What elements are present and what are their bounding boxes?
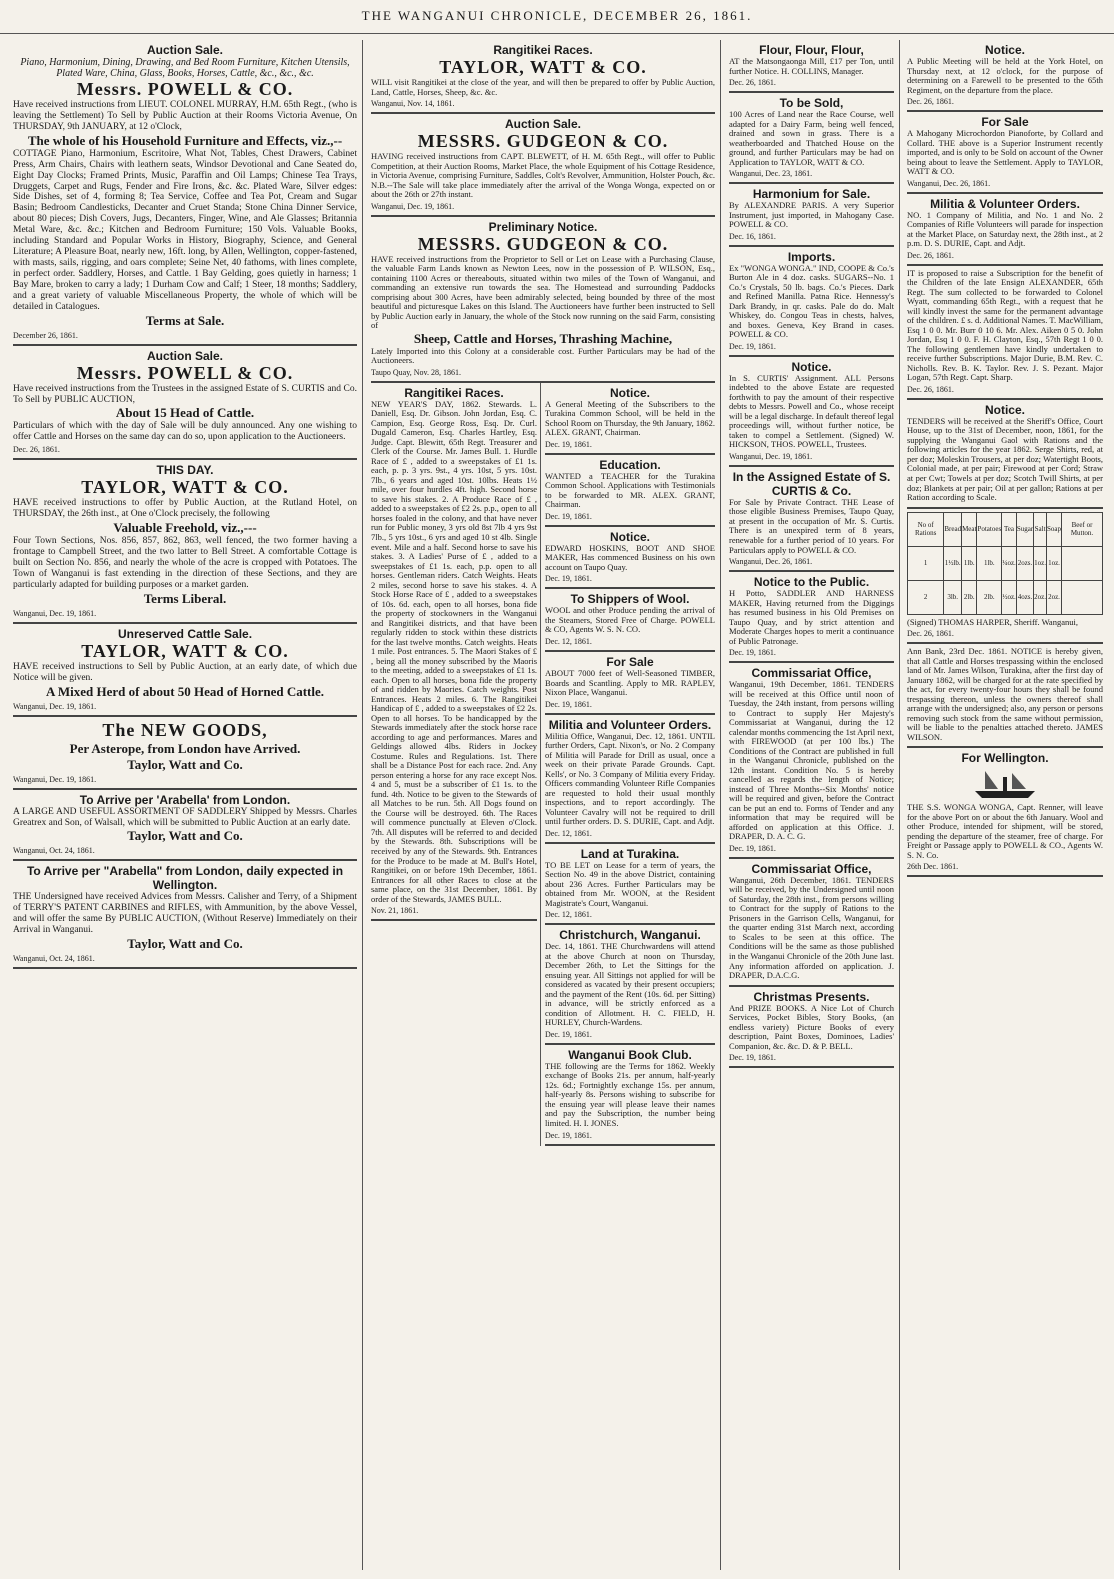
ad-body: NO. 1 Company of Militia, and No. 1 and No. 2 Companies of Rifle Volunteers will parade for inspection at the Market Place, on Saturday next, the 28th inst., at 2 p.m. D. S. DURIE, Capt. and Adjt. (907, 209, 1103, 249)
advertisement (729, 467, 894, 572)
advertisement (13, 460, 357, 623)
table-cell: ½oz. (1002, 580, 1017, 614)
table-cell: 2oz. (1047, 580, 1062, 614)
ad-date: Dec. 12, 1861. (545, 910, 592, 920)
table-cell: Bread (944, 512, 962, 546)
advertisement (729, 663, 894, 859)
ad-heading: Land at Turakina. (580, 846, 680, 861)
table-cell: No of Rations (908, 512, 944, 546)
advertisement (371, 40, 715, 114)
advertisement (729, 40, 894, 93)
masthead: THE WANGANUI CHRONICLE, DECEMBER 26, 1861. (0, 0, 1114, 34)
ad-heading: Notice to the Public. (753, 575, 870, 590)
ad-date: Dec. 26, 1861. (907, 629, 954, 639)
ad-lot-title: Per Asterope, from London have Arrived. (69, 740, 301, 756)
column-2 (366, 40, 721, 1570)
ad-body: THE Undersigned have received Advices from Messrs. Calisher and Terry, of a Shipment of TERRY'S PATENT CARBINES and RIFLES, with Ammunition, by the above Vessel, and will offer the same By PUBLIC AUCTION, (Without Reserve) Immediately on their Arrival in Wanganui. (13, 892, 357, 936)
ad-heading: For Wellington. (961, 751, 1049, 766)
ad-date: Wanganui, Oct. 24, 1861. (13, 846, 95, 856)
ad-body: EDWARD HOSKINS, BOOT AND SHOE MAKER, Has commenced Business on his own account on Taupo Quay. (545, 542, 715, 572)
ad-date: Dec. 19, 1861. (545, 1029, 592, 1039)
ad-signature: Taylor, Watt and Co. (127, 756, 243, 772)
ad-date: Nov. 21, 1861. (371, 906, 419, 916)
ad-body: By ALEXANDRE PARIS. A very Superior Instrument, just imported, in Mahogany Case. POWELL & CO. (729, 200, 894, 230)
advertisement (907, 40, 1103, 112)
ad-heading: Notice. (610, 529, 651, 544)
advertisement (545, 652, 715, 715)
ad-body: THE S.S. WONGA WONGA, Capt. Renner, will leave for the above Port on or about the 6th January. Wool and other Produce, intended for shipment, will be stored, pending the departure of the steamer, free of charge. For Freight or Passage apply to POWELL & CO., Agents W. S. N. Co. (907, 802, 1103, 860)
ad-body: ABOUT 7000 feet of Well-Seasoned TIMBER, Boards and Scantling. Apply to MR. RAPLEY, Nixon Place, Wanganui. (545, 667, 715, 698)
table-cell (1062, 546, 1103, 580)
column-3 (724, 40, 900, 1570)
ad-body: HAVING received instructions from CAPT. BLEWETT, of H. M. 65th Regt., will offer to Public Competition, at their Auction Rooms, Market Place, the whole Equipment of his Cottage Residence, in Victoria Avenue, comprising Furniture, Saddles, Colt's Revolver, Ammunition, Holster Pouch, &c. N.B.--The Sale will take place immediately after the arrival of the Wonga Wonga, expected on or about the 26th or 27th instant. (371, 151, 715, 200)
advertisement (545, 527, 715, 590)
advertisement (545, 844, 715, 926)
ad-heading: Imports. (787, 249, 836, 264)
ad-heading: Rangitikei Races. (493, 43, 593, 57)
table-row (908, 512, 1103, 546)
ad-date: Dec. 26, 1861. (907, 97, 954, 107)
ad-body: HAVE received instructions to Sell by Public Auction, at an early date, of which due Notice will be given. (13, 661, 357, 683)
ad-details: COTTAGE Piano, Harmonium, Escritoire, What Not, Tables, Chest Drawers, Cabinet Press, Arm Chairs, Chairs with leathern seats, Windsor Devotional and Cane Seated do, Eight Day Clocks; Framed Prints, Music, Paraffin and Oil Lamps; Chinese Tea Trays, Druggets, Carpet and Rugs, Fender and Fire Irons, &c. &c. Plated Ware, Silver edges: Side Dishes, set of 4, forming 8; Tea Service, Coffee and Tea Pot, Cream and Sugar Basin; Bedroom Candlesticks, Decanter and Cruet Standa; Stone China Dinner Service, about 80 pieces; Dish Covers, Jugs, Decanters, Finger, Wine, and Ale Glasses; Britannia Metal Ware, &c. &c.; Kitchen and Bedroom Furniture; 150 Vols. Valuable Books, including Standard and Popular Works in History, Biography, Science, and General Literature; A Pleasure Boat, nearly new, 16ft. long, by Allen, Wellington, copper-fastened, with masts, sails, rigging, and oars complete; Seine Net, 40 fathoms, with lines complete, in perfect order. Saddlery, Horses, and Cattle. 1 Bay Gelding, goes quietly in harness; 1 Bay Mare, broken to carry a lady; 1 Durham Cow and Calf; 1 Steer, 18 months; Saddlery, and a great variety of valuable Miscellaneous Property, the whole of which will be detailed in Catalogues. (13, 148, 357, 312)
advertisement (13, 861, 357, 969)
ad-heading: Wanganui Book Club. (568, 1047, 692, 1062)
ad-date: Dec. 19, 1861. (729, 1053, 776, 1063)
advertisement (907, 112, 1103, 194)
ad-lot-title: A Mixed Herd of about 50 Head of Horned Cattle. (45, 683, 325, 699)
ad-heading: Harmonium for Sale. (752, 187, 871, 202)
advertisement (907, 266, 1103, 400)
ad-heading: Commissariat Office, (751, 861, 872, 876)
ad-body: Have received instructions from LIEUT. COLONEL MURRAY, H.M. 65th Regt., (who is leaving the Settlement) To Sell by Public Auction at their Rooms Victoria Avenue, On THURSDAY, 9th JANUARY, at 12 o'Clock, (13, 100, 357, 132)
ad-firm-name: TAYLOR, WATT & CO. (81, 477, 289, 498)
ad-body: Dec. 14, 1861. THE Churchwardens will attend at the above Church at noon on Thursday, December 26th, to Let the Sittings for the ensuing year. All Sittings not applied for will be considered as vacated by their present occupiers; and the payment of the Rent (10s. 6d. per Sitting) in advance, will be strictly enforced as a condition of Allotment. H. C. FIELD, H. HURLEY, Church-Wardens. (545, 941, 715, 1028)
table-cell: Salt (1034, 512, 1047, 546)
table-cell: Beef or Mutton. (1062, 512, 1103, 546)
ad-signature: Terms at Sale. (145, 312, 225, 328)
ad-body: Wanganui, 19th December, 1861. TENDERS will be received at this Office until noon of Tuesday, the 24th instant, from persons willing to Contract to supply Her Majesty's Commissariat at Wanganui, during the 12 calendar months commencing the 1st April next, with FIREWOOD (at per 100 lbs.) The Conditions of the Contract are published in full in the Wanganui Chronicle, published on the 12th instant. Condition No. 5 is hereby cancelled as regards the length of Notice; instead of Three Months--Six Months' notice will be required and given, before the Contract can be put an end to. Forms of Tender and any information that may be required will be afforded on application at this Office. J. DRAPER, D. A. C. G. (729, 679, 894, 842)
ad-date: Dec. 19, 1861. (729, 341, 776, 351)
ad-body: Militia Office, Wanganui, Dec. 12, 1861. UNTIL further Orders, Capt. Nixon's, or No. 2 Company of Militia will Parade for Drill as usual, once a week on their private Parade Grounds. Capt. Kells', or No. 3 Company of Militia every Friday. Officers commanding Volunteer Rifle Companies are requested to hold their usual monthly inspections, and to report accordingly. The Volunteer Cavalry will not be required to drill until further orders. D. S. DURIE, Capt. and Adjt. (545, 730, 715, 827)
ad-body: Have received instructions from the Trustees in the assigned Estate of S. CURTIS and Co. To Sell by PUBLIC AUCTION, (13, 383, 357, 405)
ad-date: Wanganui, Nov. 14, 1861. (371, 99, 455, 109)
table-cell (1062, 580, 1103, 614)
ad-date: Wanganui, Dec. 26, 1861. (907, 178, 991, 188)
ad-heading: In the Assigned Estate of S. CURTIS & Co. (732, 469, 891, 498)
ad-heading: To Arrive per 'Arabella' from London. (79, 792, 291, 807)
table-cell: 1oz. (1047, 546, 1062, 580)
ad-signature: Terms Liberal. (143, 590, 227, 606)
ad-body: H Potto, SADDLER AND HARNESS MAKER, Having returned from the Diggings has resumed business in his Old Premises on Taupo Quay, and by strict attention and Moderate Charges hopes to merit a continuance of Public Patronage. (729, 588, 894, 646)
ad-date: Dec. 26, 1861. (907, 250, 954, 260)
ad-body: Wanganui, 26th December, 1861. TENDERS will be received, by the Undersigned until noon of Saturday, the 28th inst., from persons willing to Contract for the supply of Rations to the Prisoners in the Garrison Cells, Wanganui, for the quarter ending 31st March next, according to Scales to be seen at this office. The Conditions will be the same as those published in the Wanganui Chronicle of the 20th June last. Any information afforded on application. J. DRAPER, D.A.C.G. (729, 874, 894, 981)
ad-date: Dec. 12, 1861. (545, 828, 592, 838)
ad-details: Lately Imported into this Colony at a considerable cost. Further Particulars may be had of the Auctioneers. (371, 345, 715, 366)
advertisement (545, 383, 715, 455)
advertisement (13, 790, 357, 862)
ad-body: Ann Bank, 23rd Dec. 1861. NOTICE is hereby given, that all Cattle and Horses trespassing within the enclosed land of Mr. James Wilson, Turakina, after the first day of January 1862, will be charged for at the rate specified by the act, for every twenty-four hours they shall be found trespassing thereon, unless the owners thereof shall arrange with the undersigned; also, any person or persons removing such stock from the same without permission, will be liable to the penalties attached thereto. JAMES WILSON. (907, 646, 1103, 742)
ad-date: Wanganui, Dec. 23, 1861. (729, 169, 813, 179)
table-cell: 2lb. (962, 580, 977, 614)
table-cell: Sugar (1016, 512, 1033, 546)
table-row (908, 546, 1103, 580)
table-cell: 2 (908, 580, 944, 614)
ad-body: THE following are the Terms for 1862. Weekly exchange of Books 21s. per annum, half-yearly 12s. 6d.; Fortnightly exchange 15s. per annum, half-yearly 8s. Persons wishing to subscribe for the ensuing year will please leave their names and pay the Subscription, the number being limited. H. I. JONES. (545, 1060, 715, 1128)
ad-date: Wanganui, Dec. 19, 1861. (13, 701, 97, 711)
ad-body: IT is proposed to raise a Subscription for the benefit of the Children of the late Ensign ALEXANDER, 65th Regt. The sum collected to be forwarded to Colonel Wyatt, commanding 65th Regt., with a request that he will kindly invest the same for the permanent advantage of the children. £ s. d. Additional Names. T. MacWilliam, Esq 1 0 0. Mr. Burr 0 10 6. Mr. Alex. Aiken 0 5 0. John Jordan, Esq 1 0 0. F. H. Clayton, Esq., 57th Regt 1 0 0. The following gentlemen have kindly undertaken to receive further Subscriptions. Major Durie, B.M. Rev. C. Nicholls. Rev. B. K. Taylor. Rev. J. S. Pezant. Major Logan, 57th Regt. Capt. Sharp. (907, 267, 1103, 383)
ad-body: HAVE received instructions to offer by Public Auction, at the Rutland Hotel, on THURSDAY, the 26th inst., at One o'Clock precisely, the following (13, 498, 357, 520)
ad-heading: Flour, Flour, Flour, (759, 43, 864, 57)
ad-body: A Public Meeting will be held at the York Hotel, on Thursday next, at 12 o'clock, for the purpose of determining on a Farewell to be presented to the 65th Regiment, on the departure from the place. (907, 56, 1103, 95)
ad-date: Wanganui, Dec. 19, 1861. (371, 201, 455, 211)
ad-date: Dec. 26, 1861. (907, 384, 954, 394)
advertisement (729, 93, 894, 184)
ad-heading: For Sale (606, 654, 654, 669)
advertisement (545, 589, 715, 652)
ad-heading: Militia and Volunteer Orders. (548, 717, 712, 732)
ad-heading: Christmas Presents. (753, 989, 870, 1004)
ad-date: Wanganui, Dec. 19, 1861. (13, 774, 97, 784)
advertisement (13, 40, 357, 346)
ad-date: December 26, 1861. (13, 330, 78, 340)
ad-heading: Notice. (984, 402, 1025, 417)
column-1 (8, 40, 363, 1570)
ad-date: Dec. 19, 1861. (545, 699, 592, 709)
ad-body: In S. CURTIS' Assignment. ALL Persons indebted to the above Estate are requested forthwith to pay the amount of their respective debts to Messrs. Powell and Co., whose receipt will be a legal discharge. In default thereof legal proceedings will, without further notice, be taken to compel a Settlement. (Signed) W. HICKSON, THOS. POWELL, Trustees. (729, 372, 894, 450)
ad-lot-title: About 15 Head of Cattle. (115, 405, 255, 421)
table-cell: Tea (1002, 512, 1017, 546)
advertisement (545, 1045, 715, 1146)
ad-date: Wanganui, Dec. 19, 1861. (13, 608, 97, 618)
advertisement (907, 644, 1103, 748)
ad-body: AT the Matsongaonga Mill, £17 per Ton, until further Notice. H. COLLINS, Manager. (729, 56, 894, 76)
advertisement (371, 114, 715, 217)
ad-firm-name: TAYLOR, WATT & CO. (81, 640, 289, 661)
ad-heading: Notice. (791, 359, 832, 374)
advertisement (729, 987, 894, 1069)
table-cell: 2lb. (977, 580, 1002, 614)
ad-heading: Commissariat Office, (751, 666, 872, 681)
ad-body: (Signed) THOMAS HARPER, Sheriff. Wanganui, (907, 616, 1078, 627)
ad-firm-name: The NEW GOODS, (102, 719, 268, 740)
steamship-illustration (970, 767, 1040, 801)
ad-date: Dec. 16, 1861. (729, 231, 776, 241)
ad-heading: Auction Sale. (146, 348, 223, 363)
ad-subtitle: Piano, Harmonium, Dining, Drawing, and Bed Room Furniture, Kitchen Utensils, Plated Ware, China, Glass, Books, Horses, Cattle, &c., &c., &c. (20, 57, 350, 79)
table-cell: 1 (908, 546, 944, 580)
table-cell: 3lb. (944, 580, 962, 614)
ad-firm-name: TAYLOR, WATT & CO. (439, 57, 647, 77)
advertisement (729, 572, 894, 663)
advertisement (13, 624, 357, 717)
ad-date: 26th Dec. 1861. (907, 862, 959, 872)
table-cell: 2ozs. (1016, 546, 1033, 580)
advertisement (907, 400, 1103, 509)
ad-heading: Auction Sale. (504, 117, 581, 132)
ad-body: A General Meeting of the Subscribers to the Turakina Common School, will be held in the School Room on Thursday, the 9th January, 1862. ALEX. GRANT, Chairman. (545, 398, 715, 438)
table-cell: 1oz. (1034, 546, 1047, 580)
advertisement (371, 217, 715, 383)
ad-body: TO BE LET on Lease for a term of years, the Section No. 49 in the above District, containing about 236 Acres. Further Particulars may be obtained from Mr. WOON, at the Resident Magistrate's Court, Wanganui. (545, 859, 715, 908)
ad-details: Particulars of which with the day of Sale will be duly announced. Any one wishing to offer Cattle and Horses on the same day can do so, upon application to the Auctioneers. (13, 421, 357, 443)
ad-lot-title: Valuable Freehold, viz.,--- (113, 520, 257, 536)
advertisement (729, 859, 894, 987)
ad-heading: Notice. (610, 385, 651, 400)
ad-body: For Sale by Private Contract. THE Lease of those eligible Business Premises, Taupo Quay, at present in the occupation of Mr. S. Curtis. There is an unexpired term of 8 years, renewable for a further period of 10 years. For Particulars apply to POWELL & CO. (729, 496, 894, 555)
table-cell: Meat (962, 512, 977, 546)
column-4 (902, 40, 1108, 1570)
table-row (908, 580, 1103, 614)
table-cell: 4ozs. (1016, 580, 1033, 614)
advertisement (13, 717, 357, 790)
ad-heading: To be Sold, (779, 96, 844, 111)
ad-date: Dec. 19, 1861. (729, 648, 776, 658)
table-cell: 1½lb. (944, 546, 962, 580)
ad-heading: To Shippers of Wool. (570, 592, 690, 607)
ad-firm-name: MESSRS. GUDGEON & CO. (417, 233, 669, 254)
ad-lot-title: Sheep, Cattle and Horses, Thrashing Machine, (413, 330, 673, 346)
ad-date: Wanganui, Dec. 26, 1861. (729, 557, 813, 567)
ad-body: WANTED a TEACHER for the Turakina Common School. Applications with Testimonials to be forwarded to MR. ALEX. GRANT, Chairman. (545, 470, 715, 510)
ad-heading: Christchurch, Wanganui. (559, 928, 701, 943)
advertisement (907, 748, 1103, 877)
ad-date: Wanganui, Oct. 24, 1861. (13, 954, 95, 964)
ad-date: Wanganui, Dec. 19, 1861. (729, 451, 813, 461)
ad-body: A Mahogany Microchordon Pianoforte, by Collard and Collard. THE above is a Superior Instrument recently imported, and is only to be Sold on account of the Owner being about to leave the Settlement. Apply to TAYLOR, WATT & CO. (907, 128, 1103, 177)
advertisement (729, 247, 894, 357)
ad-body: HAVE received instructions from the Proprietor to Sell or Let on Lease with a Purchasing Clause, the valuable Farm Lands known as Newton Lees, now in the possession of P. WILSON, Esq., containing 1100 Acres or thereabouts, situated within two miles of the Town of Wanganui, and commanding an extensive run towards the sea. The Homestead and surrounding Paddocks comprising about 300 Acres, have been admirably selected, being bounded by three of the most beautiful and picturesque Lakes on this Island. The Auctioneers have further been instructed to Sell by Public Auction early in January, the whole of the Stock now running on the said Farm, consisting of (371, 253, 715, 331)
ad-heading: To Arrive per "Arabella" from London, daily expected in Wellington. (26, 864, 344, 893)
advertisement (545, 925, 715, 1045)
ad-lot-title: The whole of his Household Furniture and Effects, viz.,-- (27, 132, 343, 148)
advertisement (545, 715, 715, 844)
ad-heading: Auction Sale. (146, 43, 223, 57)
ad-heading: Notice. (984, 43, 1025, 57)
ad-heading: Education. (599, 457, 661, 472)
advertisement (371, 383, 537, 921)
ad-date: Dec. 26, 1861. (729, 78, 776, 88)
advertisement (545, 455, 715, 527)
ad-heading: Unreserved Cattle Sale. (117, 626, 253, 641)
ad-date: Taupo Quay, Nov. 28, 1861. (371, 367, 461, 377)
ad-date: Dec. 12, 1861. (545, 636, 592, 646)
ad-body: And PRIZE BOOKS. A Nice Lot of Church Services, Pocket Bibles, Story Books, (an endless variety) Picture Books of every description, Paint Boxes, Dominoes, Ladies' Companion, &c. &c. D. & P. BELL. (729, 1002, 894, 1051)
advertisement (907, 194, 1103, 266)
ad-heading: Militia & Volunteer Orders. (930, 196, 1080, 211)
advertisement (907, 615, 1103, 645)
ad-heading: For Sale (981, 115, 1029, 130)
table-cell: Soap (1047, 512, 1062, 546)
advertisement (729, 184, 894, 247)
ad-firm-name: MESSRS. GUDGEON & CO. (417, 131, 669, 152)
ad-body: Ex "WONGA WONGA." IND, COOPE & Co.'s Burton Ale in 4 doz. casks. SUGARS--No. 1 Co.'s Crystals, 50 lb. bags. Co.'s Pieces. Dark and Refined Manilla. Patna Rice. Hennessy's Dark Brandy, in qr. casks. Pale do do. Malt Whiskey, do. Congou Teas in chests, halves, and boxes. Geneva, Key Brand in cases. POWELL & CO. (729, 262, 894, 340)
table-cell: 1lb. (962, 546, 977, 580)
ad-body: TENDERS will be received at the Sheriff's Office, Court House, up to the 31st of December, noon, 1861, for the supplying the Wanganui Gaol with Rations and the following articles for the year 1862. Serge Shirts, red, at per doz; Moleskin Trousers, at per doz; Watertight Boots, Colonial made, at per pair; Firewood at per Cord; Straw at per Cwt; Towels at per doz; Scotch Twill Shirts, at per doz; Blankets at per pair; Oil at per gallon; Rations at per Ration according to Scale. (907, 415, 1103, 503)
ad-details: Four Town Sections, Nos. 856, 857, 862, 863, well fenced, the two former having a frontage to Campbell Street, and the two latter to Bell Street. A comfortable Cottage is built on Section No. 856, and nearly the whole of the acre is cropped with Potatoes. The Town of Wanganui is fast extending in the direction of these Sections, and they are particularly adapted for building purposes or a market garden. (13, 536, 357, 590)
ad-body: WOOL and other Produce pending the arrival of the Steamers, Stored Free of Charge. POWELL & CO, Agents W. S. N. CO. (545, 605, 715, 635)
table-cell: 2oz. (1034, 580, 1047, 614)
ad-firm-name: Messrs. POWELL & CO. (76, 79, 294, 99)
ad-body: A LARGE AND USEFUL ASSORTMENT OF SADDLERY Shipped by Messrs. Charles Greatrex and Son, of Walsall, which will be submitted to Public Auction at an early date. (13, 806, 357, 828)
ad-date: Dec. 19, 1861. (545, 439, 592, 449)
ad-body: 100 Acres of Land near the Race Course, well adapted for a Dairy Farm, being well fenced, drained and sown in grass. There is a weatherboarded and Thatched House on the ground, and further Particulars may be had on Application to TAYLOR, WATT & CO. (729, 109, 894, 167)
table-cell: Potatoes (977, 512, 1002, 546)
table-cell: ¼oz. (1002, 546, 1017, 580)
advertisement (13, 346, 357, 461)
ad-date: Dec. 19, 1861. (545, 1130, 592, 1140)
table-cell: 1lb. (977, 546, 1002, 580)
ad-signature: Taylor, Watt and Co. (127, 828, 243, 844)
ad-date: Dec. 19, 1861. (545, 511, 592, 521)
ad-signature: Taylor, Watt and Co. (127, 936, 243, 952)
ad-body: WILL visit Rangitikei at the close of the year, and will then be prepared to offer by Public Auction, Land, Cattle, Horses, Sheep, &c. &c. (371, 77, 715, 97)
ad-heading: Preliminary Notice. (488, 219, 598, 234)
ad-date: Dec. 19, 1861. (729, 843, 776, 853)
ad-date: Dec. 26, 1861. (13, 445, 60, 455)
advertisement (729, 357, 894, 467)
ad-heading: THIS DAY. (156, 463, 214, 478)
ad-heading: Rangitikei Races. (404, 385, 504, 400)
ration-scale-table (907, 512, 1103, 615)
ad-date: Dec. 19, 1861. (545, 574, 592, 584)
ad-firm-name: Messrs. POWELL & CO. (76, 362, 294, 383)
ad-body: NEW YEAR'S DAY, 1862. Stewards. L. Daniell, Esq. Dr. Gibson. John Jordan, Esq. C. Campion, Esq. George Ross, Esq. Dr. Curl. Dugald Cameron, Esq. Charles Hartley, Esq. Judge. Capt. Blewitt, 65th Regt. Treasurer and Clerk of the Course. Mr. James Bull. 1. Hurdle Race of £ , added to a sweepstakes of £1 1s. each, p. p. 3 yrs. 9st., 4 yrs. 10st, 5 yrs. 10st. 7lb., 6 years and aged 10st. 10lbs. Heats 1½ mile, over four hurdles 4ft. high. Second horse to save his stakes. 2. A Produce Race of £ , added to a sweepstakes of £2 2s. p.p., open to all horses foaled in the colony, and that have never run for Public money, 3 yrs old 8st 7lb 4 yrs 9st 7lb., 5 yrs 10st., 6 yrs and aged 10 st 4lb. Single event. Mile and a half. Second horse to save his stakes. 3. A Ladies' Purse of £ , added to a sweepstakes of £1 1s. each, p.p. open to all horses. Gentleman riders. Catch Weights. Heats 2 miles, second horse to save his stakes. 4. A Stock Horse Race of £ , added to a sweepstakes of 10s. 6d. each, open to all horses, bona fide the property of stockowners in the Wanganui and Rangitikei districts, and that have been regularly ridden to stock within these districts for the last twelve months. Catch weights. Heats 1 mile. Post entrances. 5. The Maori Stakes of £ , being all the money subscribed by the Maoris to the meeting, added to a sweepstakes of £1 1s. each. Open to all horses, bona fide the property of and ridden by Maories. Catch weights. Post Entrances. Heats 2 miles. 6. The Rangitikei Handicap of £ , added to a sweepstakes of £2 2s. Open to all horses. To be handicapped by the Stewards immediately after the stock horse race according to age and performances. Mares and Geldings allowed 4lbs. Riders in Jockey Costume. Rules and Regulations. 1st. There shall be a Distance Post for each race. 2nd. Any person entering a horse for any race except Nos. 4 and 5, must be a subscriber of £1 1s. to the fund. 4th. Notice to be given to the Stewards of all Matches to be run. 5th. All Dogs found on the Course will be destroyed. 6th. The Races will commence punctually at Eleven o'Clock. 7th. All disputes will be referred to and decided by the Stewards. 8th. Subscriptions will be received by any of the Stewards. 9th. Entrances for the Produce to be made at M. Bull's Hotel, Rangitikei, on or before 19th December, 1861. Entrances for all other Races to close at the same place, on the 31st December, 1861. By order of the Stewards, JAMES BULL. (371, 398, 538, 904)
